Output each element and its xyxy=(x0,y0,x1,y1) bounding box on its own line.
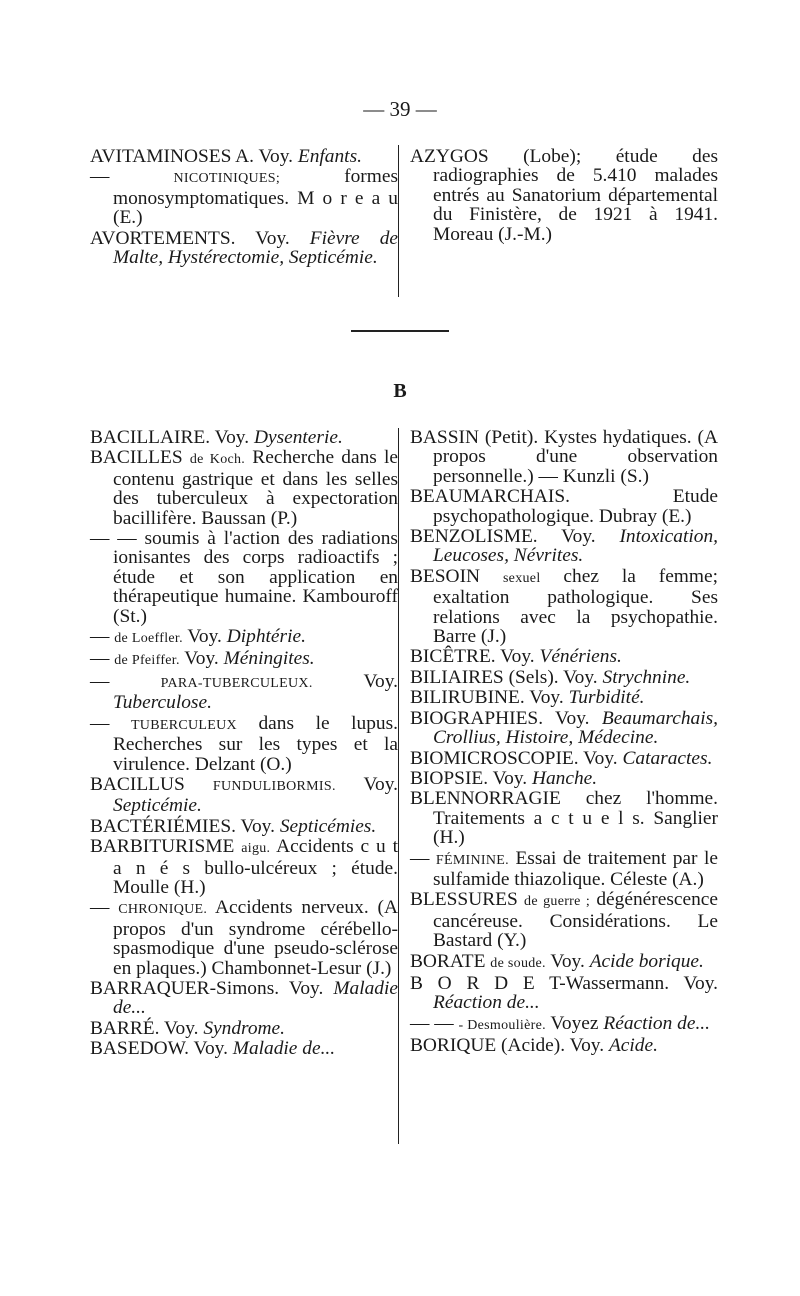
entry-text: chez la femme; exaltation pathologique. Ses relations avec la psychopathie. Barre (J.) xyxy=(433,565,718,648)
entry-dash: — — xyxy=(90,528,137,550)
entry-dash: — xyxy=(90,166,110,188)
entry-head: BARRÉ. xyxy=(90,1017,160,1039)
entry-text: Accidents nerveux. (A propos d'un syndrome cérébello-spasmodique d'une pseudo-sclérose en plaques.) Chambonnet-Lesur (J.) xyxy=(113,897,398,979)
entry-dash: — xyxy=(90,626,110,648)
entry-text: Accidents c u t a n é s bullo-ulcéreux ; étude. Moulle (H.) xyxy=(113,836,398,898)
entry-head: AZYGOS (Lobe); xyxy=(410,146,582,167)
entry-text: Voy. xyxy=(583,747,618,769)
entry-head: BACILLUS xyxy=(90,773,185,795)
entry-head: BESOIN xyxy=(410,565,481,587)
entry-text: Voy. xyxy=(258,146,293,167)
index-entry xyxy=(90,817,398,836)
index-entry xyxy=(410,952,718,973)
entry-head: B O R D E T-Wassermann. xyxy=(410,972,670,994)
entry-italic: Vénériens. xyxy=(539,646,622,668)
entry-text: Recherche dans le contenu gastrique et dans les selles des tuberculeux à expectoration bacillifère. Baussan (P.) xyxy=(113,447,398,529)
entry-text: soumis à l'action des radiations ionisantes des corps radioactifs ; étude et son application en thérapeutique humaine. Kambouroff (St.) xyxy=(113,528,398,627)
entry-text: Voy. xyxy=(214,427,250,448)
entry-text: Voy. xyxy=(193,1038,228,1060)
entry-head: BICÊTRE. xyxy=(410,646,496,668)
entry-text: Etude psychopathologique. Dubray (E.) xyxy=(433,486,718,527)
entry-head: BACILLES xyxy=(90,447,183,469)
entry-head: BEAUMARCHAIS. xyxy=(410,486,570,508)
index-entry xyxy=(410,647,718,666)
entry-head: BILIAIRES (Sels). xyxy=(410,666,559,688)
entry-italic: Beaumarchais, Crollius, Histoire, Médecine. xyxy=(433,707,718,749)
entry-head: BILIRUBINE. xyxy=(410,687,525,709)
entry-smallcaps: - Desmoulière. xyxy=(458,1017,546,1033)
entry-smallcaps: de soude. xyxy=(490,955,546,971)
entry-italic: Dysenterie. xyxy=(253,427,343,448)
entry-text: Voy. xyxy=(569,1035,605,1057)
index-entry xyxy=(90,529,398,626)
index-entry xyxy=(410,709,718,748)
entry-italic: Maladie de... xyxy=(113,977,398,1019)
entry-head: BIOPSIE. xyxy=(410,767,489,789)
index-entry xyxy=(90,627,398,648)
entry-italic: Septicémies. xyxy=(279,815,377,837)
entry-smallcaps: aigu. xyxy=(241,841,271,857)
entry-italic: Fièvre de Malte, Hystérectomie, Septicémie. xyxy=(113,227,399,269)
entry-italic: Diphtérie. xyxy=(226,626,306,648)
entry-head: AVITAMINOSES A. xyxy=(90,146,255,167)
index-entry xyxy=(410,688,718,707)
right-index-column xyxy=(410,428,718,1057)
entry-head: BIOMICROSCOPIE. xyxy=(410,747,579,769)
entry-italic: Strychnine. xyxy=(602,666,691,688)
index-entry xyxy=(410,789,718,847)
entry-italic: Tuberculose. xyxy=(113,692,212,714)
entry-text: Voy. xyxy=(529,687,564,709)
entry-text: Voy. xyxy=(563,666,598,688)
entry-dash: — xyxy=(90,897,110,919)
entry-dash: — xyxy=(90,712,110,734)
entry-italic: Réaction de... xyxy=(603,1012,710,1034)
entry-smallcaps: FUNDULIBORMIS. xyxy=(212,778,336,794)
index-entry xyxy=(410,487,718,526)
entry-head: BARBITURISME xyxy=(90,836,235,858)
entry-text: Voyez xyxy=(550,1012,599,1034)
entry-italic: Intoxication, Leucoses, Névrites. xyxy=(433,526,718,567)
index-entry xyxy=(90,1039,398,1058)
entry-dash: — xyxy=(410,847,430,869)
left-index-column xyxy=(90,428,398,1060)
index-entry xyxy=(90,1019,398,1038)
entry-smallcaps: de Pfeiffer. xyxy=(114,653,180,669)
entry-italic: Réaction de... xyxy=(433,992,540,1014)
entry-smallcaps: FÉMININE. xyxy=(435,852,509,868)
entry-text: Voy. xyxy=(492,767,528,789)
top-left-column xyxy=(90,147,398,268)
index-entry xyxy=(410,527,718,566)
index-entry xyxy=(90,672,398,713)
entry-head: BASSIN (Petit). xyxy=(410,427,539,448)
entry-smallcaps: NICOTINIQUES; xyxy=(173,171,281,187)
entry-text: Kystes hydatiques. (A propos d'une observation personnelle.) — Kunzli (S.) xyxy=(433,427,718,487)
entry-smallcaps: de guerre ; xyxy=(524,894,591,910)
entry-text: dégénérescence cancéreuse. Considérations. Le Bastard (Y.) xyxy=(433,889,718,952)
index-entry xyxy=(410,567,718,647)
index-entry xyxy=(410,668,718,687)
entry-italic: Enfants. xyxy=(297,146,362,167)
entry-dash: — xyxy=(90,670,110,692)
entry-head: BORIQUE (Acide). xyxy=(410,1035,566,1057)
entry-head: BARRAQUER-Simons. xyxy=(90,977,280,999)
top-column-divider xyxy=(398,145,399,297)
entry-smallcaps: CHRONIQUE. xyxy=(118,902,208,918)
index-entry xyxy=(90,775,398,816)
entry-head: BIOGRAPHIES. xyxy=(410,707,544,729)
index-entry xyxy=(410,849,718,890)
entry-italic: Hanche. xyxy=(531,767,598,789)
index-entry xyxy=(90,649,398,670)
entry-text: chez l'homme. Traitements a c t u e l s. Sanglier (H.) xyxy=(433,788,718,849)
index-entry xyxy=(90,147,398,166)
entry-text: Voy. xyxy=(555,707,590,729)
top-right-column xyxy=(410,147,718,245)
entry-italic: Maladie de... xyxy=(232,1038,336,1060)
entry-italic: Turbidité. xyxy=(568,687,645,709)
column-divider xyxy=(398,428,399,1144)
entry-dash: — — xyxy=(410,1012,454,1034)
page-number: — 39 — xyxy=(363,97,437,121)
index-entry xyxy=(90,428,398,447)
entry-head: BACILLAIRE. xyxy=(90,427,211,448)
entry-text: Voy. xyxy=(500,646,535,668)
index-entry xyxy=(410,974,718,1013)
entry-smallcaps: TUBERCULEUX xyxy=(130,717,237,733)
entry-italic: Syndrome. xyxy=(203,1017,286,1039)
entry-text: Voy. xyxy=(550,950,585,972)
entry-text: Voy. xyxy=(363,670,398,692)
index-entry xyxy=(90,167,398,227)
section-letter: B xyxy=(393,380,407,402)
entry-text: Voy. xyxy=(288,977,324,999)
index-entry xyxy=(410,1014,718,1035)
entry-text: Voy. xyxy=(561,526,596,548)
entry-text: Essai de traitement par le sulfamide thiazolique. Céleste (A.) xyxy=(433,847,718,890)
entry-text: étude des radiographies de 5.410 malades entrés au Sanatorium départemental du Finistère, de 1921 à 1941. Moreau (J.-M.) xyxy=(433,146,718,245)
entry-text: Voy. xyxy=(683,972,718,994)
index-entry xyxy=(410,147,718,244)
entry-text: Voy. xyxy=(187,626,222,648)
entry-smallcaps: de Loeffler. xyxy=(114,631,183,647)
entry-text: Voy. xyxy=(164,1017,199,1039)
entry-text: Voy. xyxy=(363,773,398,795)
index-entry xyxy=(410,749,718,768)
entry-dash: — xyxy=(90,648,110,670)
entry-text: Voy. xyxy=(184,648,219,670)
entry-head: BLENNORRAGIE xyxy=(410,788,561,810)
entry-italic: Méningites. xyxy=(223,648,315,670)
entry-smallcaps: PARA-TUBERCULEUX. xyxy=(160,675,313,691)
entry-text: formes monosymptomatiques. M o r e a u (E.) xyxy=(113,166,398,229)
index-entry xyxy=(410,428,718,486)
entry-smallcaps: de Koch. xyxy=(189,452,246,468)
index-entry xyxy=(90,837,398,897)
entry-head: BACTÉRIÉMIES. xyxy=(90,815,236,837)
entry-smallcaps: sexuel xyxy=(502,570,541,586)
entry-head: BORATE xyxy=(410,950,486,972)
entry-head: BENZOLISME. xyxy=(410,526,538,548)
index-entry xyxy=(90,229,398,268)
entry-head: AVORTEMENTS. xyxy=(90,227,236,249)
entry-italic: Acide borique. xyxy=(589,950,704,972)
entry-head: BLESSURES xyxy=(410,889,518,911)
section-separator xyxy=(351,330,449,332)
index-entry xyxy=(90,448,398,528)
index-entry xyxy=(410,769,718,788)
entry-italic: Acide. xyxy=(608,1035,658,1057)
index-entry xyxy=(90,979,398,1018)
entry-italic: Septicémie. xyxy=(113,795,202,817)
index-entry xyxy=(90,898,398,978)
entry-text: dans le lupus. Recherches sur les types et la virulence. Delzant (O.) xyxy=(113,712,398,775)
entry-head: BASEDOW. xyxy=(90,1038,189,1060)
entry-text: Voy. xyxy=(255,227,290,249)
entry-italic: Cataractes. xyxy=(622,747,713,769)
entry-text: Voy. xyxy=(240,815,275,837)
index-entry xyxy=(90,714,398,774)
index-entry xyxy=(410,1036,718,1055)
index-entry xyxy=(410,890,718,950)
